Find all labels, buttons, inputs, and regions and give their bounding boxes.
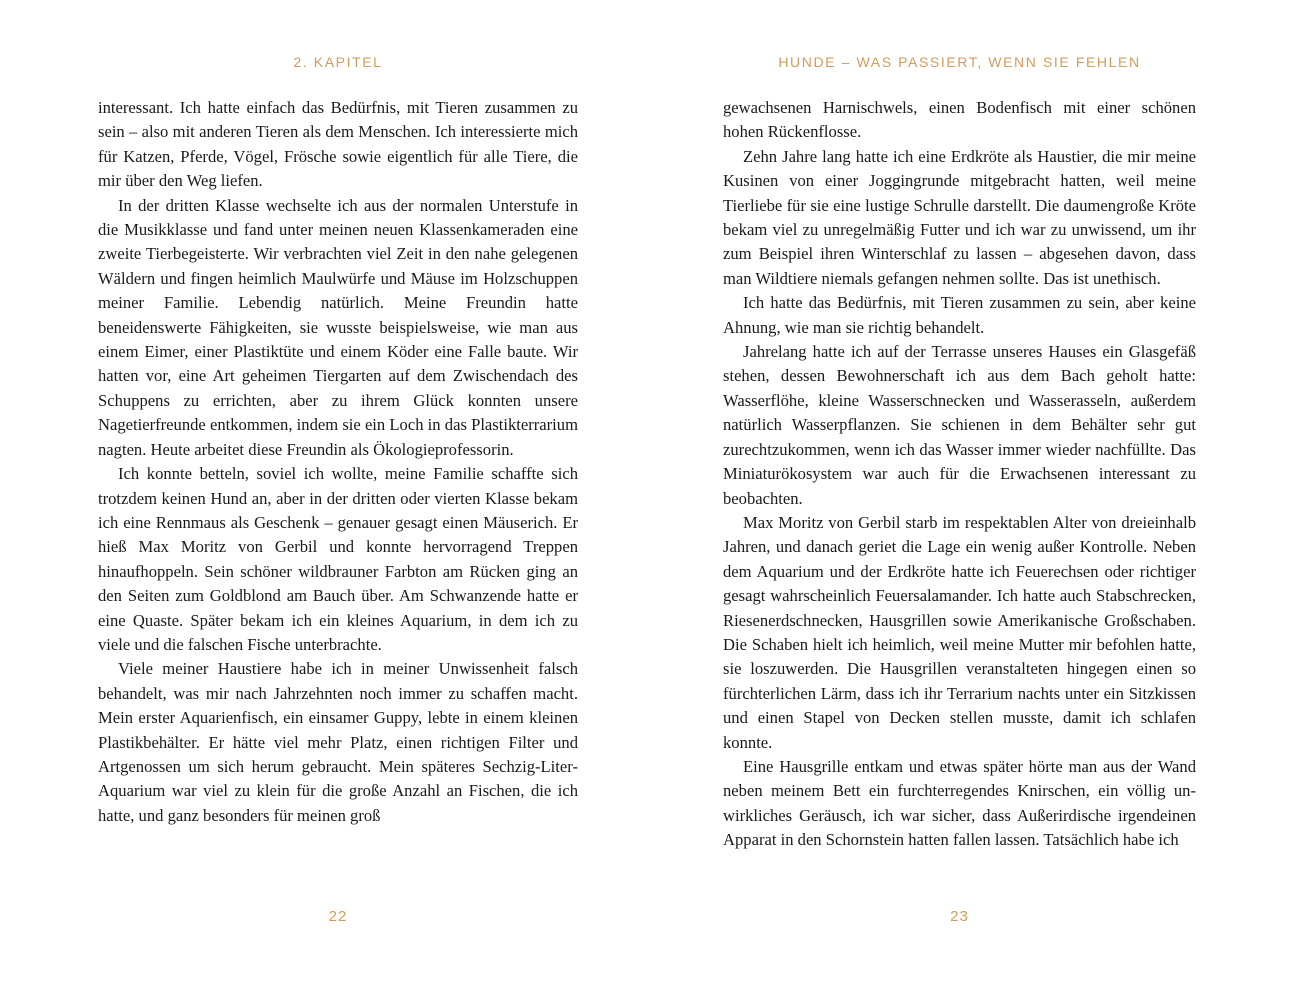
paragraph: Max Moritz von Gerbil starb im respektablen Alter von dreieinhalb Jahren, und danach geriet die Lage ein wenig außer Kontrolle. Neben dem Aquarium und der Erdkröte hatte ich Feuerechsen oder richtiger gesagt wahrscheinlich Feuersalamander. Ich hatte auch Stabschrecken, Riesenerdschnecken, Hausgrillen sowie Amerikanische Großschaben. Die Schaben hielt ich heimlich, weil meine Mutter mir befohlen hatte, sie loszuwerden. Die Hausgrillen veranstalteten hingegen einen so fürchterlichen Lärm, dass ich ihr Terrarium nachts unter ein Sitzkissen und einen Stapel von Decken stellen musste, damit ich schlafen konnte. <box>723 512 1196 752</box>
right-page <box>723 0 1196 1000</box>
paragraph: Ich konnte betteln, soviel ich wollte, meine Familie schaffte sich trotzdem keinen Hund an, aber in der dritten oder vierten Klasse bekam ich eine Rennmaus als Geschenk – genauer gesagt einen Mäuserich. Er hieß Max Moritz von Gerbil und konnte hervorragend Treppen hinaufhoppeln. Sein schöner wildbrauner Farbton am Rücken ging an den Seiten zum Goldblond am Bauch über. Am Schwanzende hatte er eine Quaste. Später bekam ich ein kleines Aquarium, in dem ich zu viele und die falschen Fische unterbrachte. <box>98 464 578 654</box>
paragraph: Ich hatte das Bedürfnis, mit Tieren zusammen zu sein, aber keine Ahnung, wie man sie richtig behandelt. <box>723 293 1196 337</box>
left-page <box>98 0 578 1000</box>
running-head-left: 2. KAPITEL <box>293 54 383 70</box>
paragraph: gewachsenen Harnischwels, einen Bodenfisch mit einer schönen hohen Rückenflosse. <box>723 98 1196 142</box>
left-body-text <box>98 96 578 828</box>
paragraph: interessant. Ich hatte einfach das Bedürfnis, mit Tieren zusammen zu sein – also mit anderen Tieren als dem Menschen. Ich interessierte mich für Katzen, Pferde, Vögel, Frösche sowie eigentlich für alle Tiere, die mir über den Weg liefen. <box>98 98 578 191</box>
paragraph: Zehn Jahre lang hatte ich eine Erdkröte als Haustier, die mir meine Kusinen von einer Joggingrunde mitgebracht hatten, weil meine Tierliebe für sie eine lustige Schrulle darstellt. Die daumengroße Kröte bekam viel zu unregelmäßig Futter und ich war zu unwissend, um ihr zum Beispiel ihren Winterschlaf zu lassen – abgesehen davon, dass man Wildtiere niemals gefangen nehmen sollte. Das ist unethisch. <box>723 146 1196 288</box>
running-head-right: HUNDE – WAS PASSIERT, WENN SIE FEHLEN <box>778 54 1141 70</box>
page-number-left: 22 <box>328 908 348 925</box>
paragraph: In der dritten Klasse wechselte ich aus der normalen Unterstufe in die Musikklasse und fand unter meinen neuen Klassenkameraden eine zweite Tierbegeisterte. Wir verbrachten viel Zeit in den nahe gelegenen Wäldern und fingen heimlich Maulwürfe und Mäuse im Holzschuppen meiner Familie. Lebendig natürlich. Meine Freundin hatte beneidenswerte Fähigkeiten, sie wusste beispielsweise, wie man aus einem Eimer, einer Plastiktüte und einem Köder eine Falle baute. Wir hatten vor, eine Art geheimen Tiergarten auf dem Zwischendach des Schuppens zu errichten, aber zu ihrem Glück konnten unsere Nagetierfreunde entkommen, indem sie ein Loch in das Plastikterrarium nagten. Heute arbeitet diese Freundin als Ökologieprofessorin. <box>98 195 578 459</box>
paragraph: Jahrelang hatte ich auf der Terrasse unseres Hauses ein Glasgefäß stehen, dessen Bewohnerschaft ich aus dem Bach geholt hatte: Wasserflöhe, kleine Wasserschnecken und Wasserasseln, außerdem natürlich Wasserpflanzen. Sie schienen in dem Behälter sehr gut zurechtzukommen, wenn ich das Wasser immer wieder nachfüllte. Das Miniaturökosystem war auch für die Erwachsenen interessant zu beobachten. <box>723 342 1196 508</box>
paragraph: Eine Hausgrille entkam und etwas später hörte man aus der Wand neben meinem Bett ein furchterregendes Knirschen, ein völlig unwirkliches Geräusch, ich war sicher, dass Außerirdische irgendeinen Apparat in den Schornstein hatten fallen lassen. Tatsächlich habe ich <box>723 756 1196 850</box>
paragraph: Viele meiner Haustiere habe ich in meiner Unwissenheit falsch behandelt, was mir nach Jahrzehnten noch immer zu schaffen macht. Mein erster Aquarienfisch, ein einsamer Guppy, lebte in einem kleinen Plastikbehälter. Er hätte viel mehr Platz, einen richtigen Filter und Artgenossen um sich herum gebraucht. Mein späteres Sechzig-Liter-Aquarium war viel zu klein für die große Anzahl an Fischen, die ich hatte, und ganz besonders für meinen groß <box>98 659 578 825</box>
right-body-text <box>723 96 1196 853</box>
page-number-right: 23 <box>950 908 969 925</box>
